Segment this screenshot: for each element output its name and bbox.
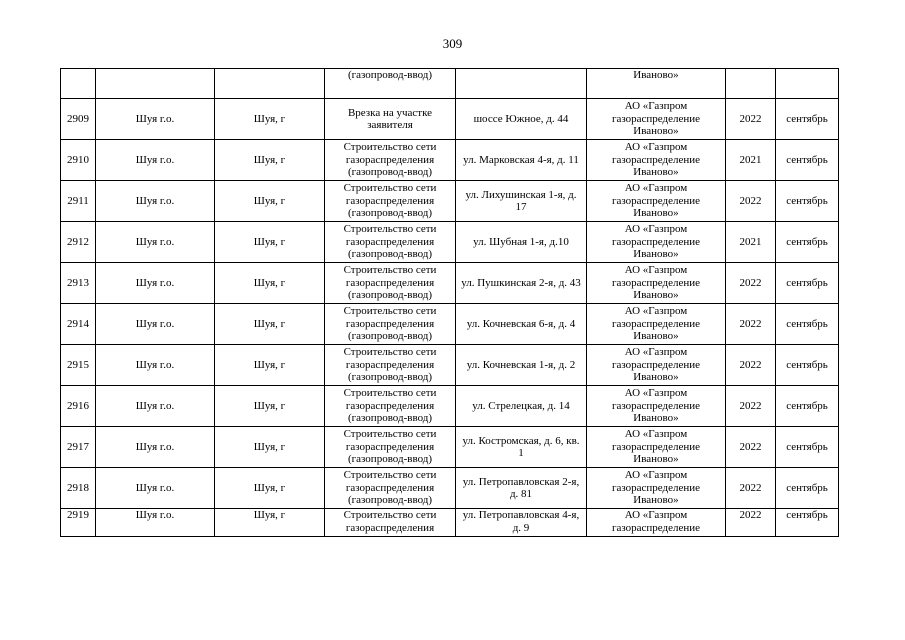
- cell-org: АО «Газпром газораспределение Иваново»: [587, 99, 726, 140]
- cell-year: 2022: [726, 509, 776, 537]
- cell-district: Шуя г.о.: [96, 99, 215, 140]
- table-row: [61, 509, 839, 537]
- cell-district: Шуя г.о.: [96, 386, 215, 427]
- cell-year: 2021: [726, 222, 776, 263]
- cell-month: сентябрь: [776, 304, 839, 345]
- cell-address: ул. Марковская 4-я, д. 11: [456, 140, 587, 181]
- cell-locality: [215, 69, 325, 99]
- cell-work: Строительство сети газораспределения (газопровод-ввод): [325, 345, 456, 386]
- table-row: [61, 99, 839, 140]
- cell-work: Строительство сети газораспределения (газопровод-ввод): [325, 140, 456, 181]
- cell-address: ул. Петропавловская 2-я, д. 81: [456, 468, 587, 509]
- cell-locality: Шуя, г: [215, 140, 325, 181]
- cell-locality: Шуя, г: [215, 509, 325, 537]
- cell-num: 2915: [61, 345, 96, 386]
- cell-month: [776, 69, 839, 99]
- cell-year: 2021: [726, 140, 776, 181]
- cell-locality: Шуя, г: [215, 99, 325, 140]
- cell-org: АО «Газпром газораспределение Иваново»: [587, 263, 726, 304]
- cell-month: сентябрь: [776, 181, 839, 222]
- cell-locality: Шуя, г: [215, 427, 325, 468]
- cell-work: Строительство сети газораспределения (газопровод-ввод): [325, 222, 456, 263]
- cell-num: 2917: [61, 427, 96, 468]
- cell-org: АО «Газпром газораспределение: [587, 509, 726, 537]
- cell-org: АО «Газпром газораспределение Иваново»: [587, 181, 726, 222]
- cell-num: 2910: [61, 140, 96, 181]
- cell-num: 2918: [61, 468, 96, 509]
- cell-address: ул. Шубная 1-я, д.10: [456, 222, 587, 263]
- cell-work: (газопровод-ввод): [325, 69, 456, 99]
- table-row: [61, 304, 839, 345]
- table-row: [61, 345, 839, 386]
- cell-num: 2914: [61, 304, 96, 345]
- cell-org: АО «Газпром газораспределение Иваново»: [587, 304, 726, 345]
- cell-address: ул. Костромская, д. 6, кв. 1: [456, 427, 587, 468]
- cell-address: ул. Пушкинская 2-я, д. 43: [456, 263, 587, 304]
- cell-work: Строительство сети газораспределения (газопровод-ввод): [325, 427, 456, 468]
- table-row: [61, 222, 839, 263]
- cell-month: сентябрь: [776, 468, 839, 509]
- cell-num: 2912: [61, 222, 96, 263]
- table-row: [61, 386, 839, 427]
- cell-district: Шуя г.о.: [96, 468, 215, 509]
- cell-num: 2909: [61, 99, 96, 140]
- cell-year: 2022: [726, 263, 776, 304]
- cell-work: Строительство сети газораспределения (газопровод-ввод): [325, 263, 456, 304]
- cell-num: 2911: [61, 181, 96, 222]
- cell-address: ул. Петропавловская 4-я, д. 9: [456, 509, 587, 537]
- cell-month: сентябрь: [776, 140, 839, 181]
- cell-locality: Шуя, г: [215, 222, 325, 263]
- cell-org: АО «Газпром газораспределение Иваново»: [587, 345, 726, 386]
- cell-address: ул. Стрелецкая, д. 14: [456, 386, 587, 427]
- cell-year: 2022: [726, 181, 776, 222]
- cell-org: АО «Газпром газораспределение Иваново»: [587, 427, 726, 468]
- cell-district: Шуя г.о.: [96, 509, 215, 537]
- table-row: [61, 427, 839, 468]
- cell-district: Шуя г.о.: [96, 345, 215, 386]
- cell-month: сентябрь: [776, 345, 839, 386]
- cell-district: Шуя г.о.: [96, 263, 215, 304]
- cell-work: Строительство сети газораспределения (газопровод-ввод): [325, 304, 456, 345]
- cell-month: сентябрь: [776, 99, 839, 140]
- cell-org: АО «Газпром газораспределение Иваново»: [587, 386, 726, 427]
- table-row: [61, 181, 839, 222]
- cell-district: Шуя г.о.: [96, 222, 215, 263]
- cell-district: Шуя г.о.: [96, 304, 215, 345]
- cell-address: шоссе Южное, д. 44: [456, 99, 587, 140]
- cell-work: Строительство сети газораспределения (газопровод-ввод): [325, 181, 456, 222]
- cell-address: ул. Кочневская 1-я, д. 2: [456, 345, 587, 386]
- cell-year: 2022: [726, 345, 776, 386]
- cell-district: Шуя г.о.: [96, 140, 215, 181]
- cell-num: 2916: [61, 386, 96, 427]
- cell-locality: Шуя, г: [215, 345, 325, 386]
- cell-work: Врезка на участке заявителя: [325, 99, 456, 140]
- cell-month: сентябрь: [776, 222, 839, 263]
- cell-work: Строительство сети газораспределения (газопровод-ввод): [325, 468, 456, 509]
- cell-address: [456, 69, 587, 99]
- table-row: [61, 263, 839, 304]
- gasification-schedule-table: [60, 68, 839, 537]
- cell-month: сентябрь: [776, 263, 839, 304]
- cell-org: АО «Газпром газораспределение Иваново»: [587, 222, 726, 263]
- cell-address: ул. Кочневская 6-я, д. 4: [456, 304, 587, 345]
- cell-district: Шуя г.о.: [96, 427, 215, 468]
- cell-locality: Шуя, г: [215, 181, 325, 222]
- cell-address: ул. Лихушинская 1-я, д. 17: [456, 181, 587, 222]
- cell-org: АО «Газпром газораспределение Иваново»: [587, 140, 726, 181]
- cell-year: [726, 69, 776, 99]
- cell-work: Строительство сети газораспределения: [325, 509, 456, 537]
- cell-num: [61, 69, 96, 99]
- cell-locality: Шуя, г: [215, 263, 325, 304]
- cell-month: сентябрь: [776, 427, 839, 468]
- cell-district: [96, 69, 215, 99]
- cell-month: сентябрь: [776, 386, 839, 427]
- cell-year: 2022: [726, 386, 776, 427]
- cell-locality: Шуя, г: [215, 468, 325, 509]
- cell-district: Шуя г.о.: [96, 181, 215, 222]
- cell-work: Строительство сети газораспределения (газопровод-ввод): [325, 386, 456, 427]
- table-row: [61, 140, 839, 181]
- cell-org: Иваново»: [587, 69, 726, 99]
- page-number: 309: [442, 36, 463, 51]
- cell-year: 2022: [726, 304, 776, 345]
- cell-year: 2022: [726, 427, 776, 468]
- cell-year: 2022: [726, 468, 776, 509]
- table-row: [61, 468, 839, 509]
- continuation-row: [61, 69, 839, 99]
- cell-num: 2919: [61, 509, 96, 537]
- cell-year: 2022: [726, 99, 776, 140]
- cell-num: 2913: [61, 263, 96, 304]
- cell-month: сентябрь: [776, 509, 839, 537]
- cell-locality: Шуя, г: [215, 386, 325, 427]
- cell-org: АО «Газпром газораспределение Иваново»: [587, 468, 726, 509]
- cell-locality: Шуя, г: [215, 304, 325, 345]
